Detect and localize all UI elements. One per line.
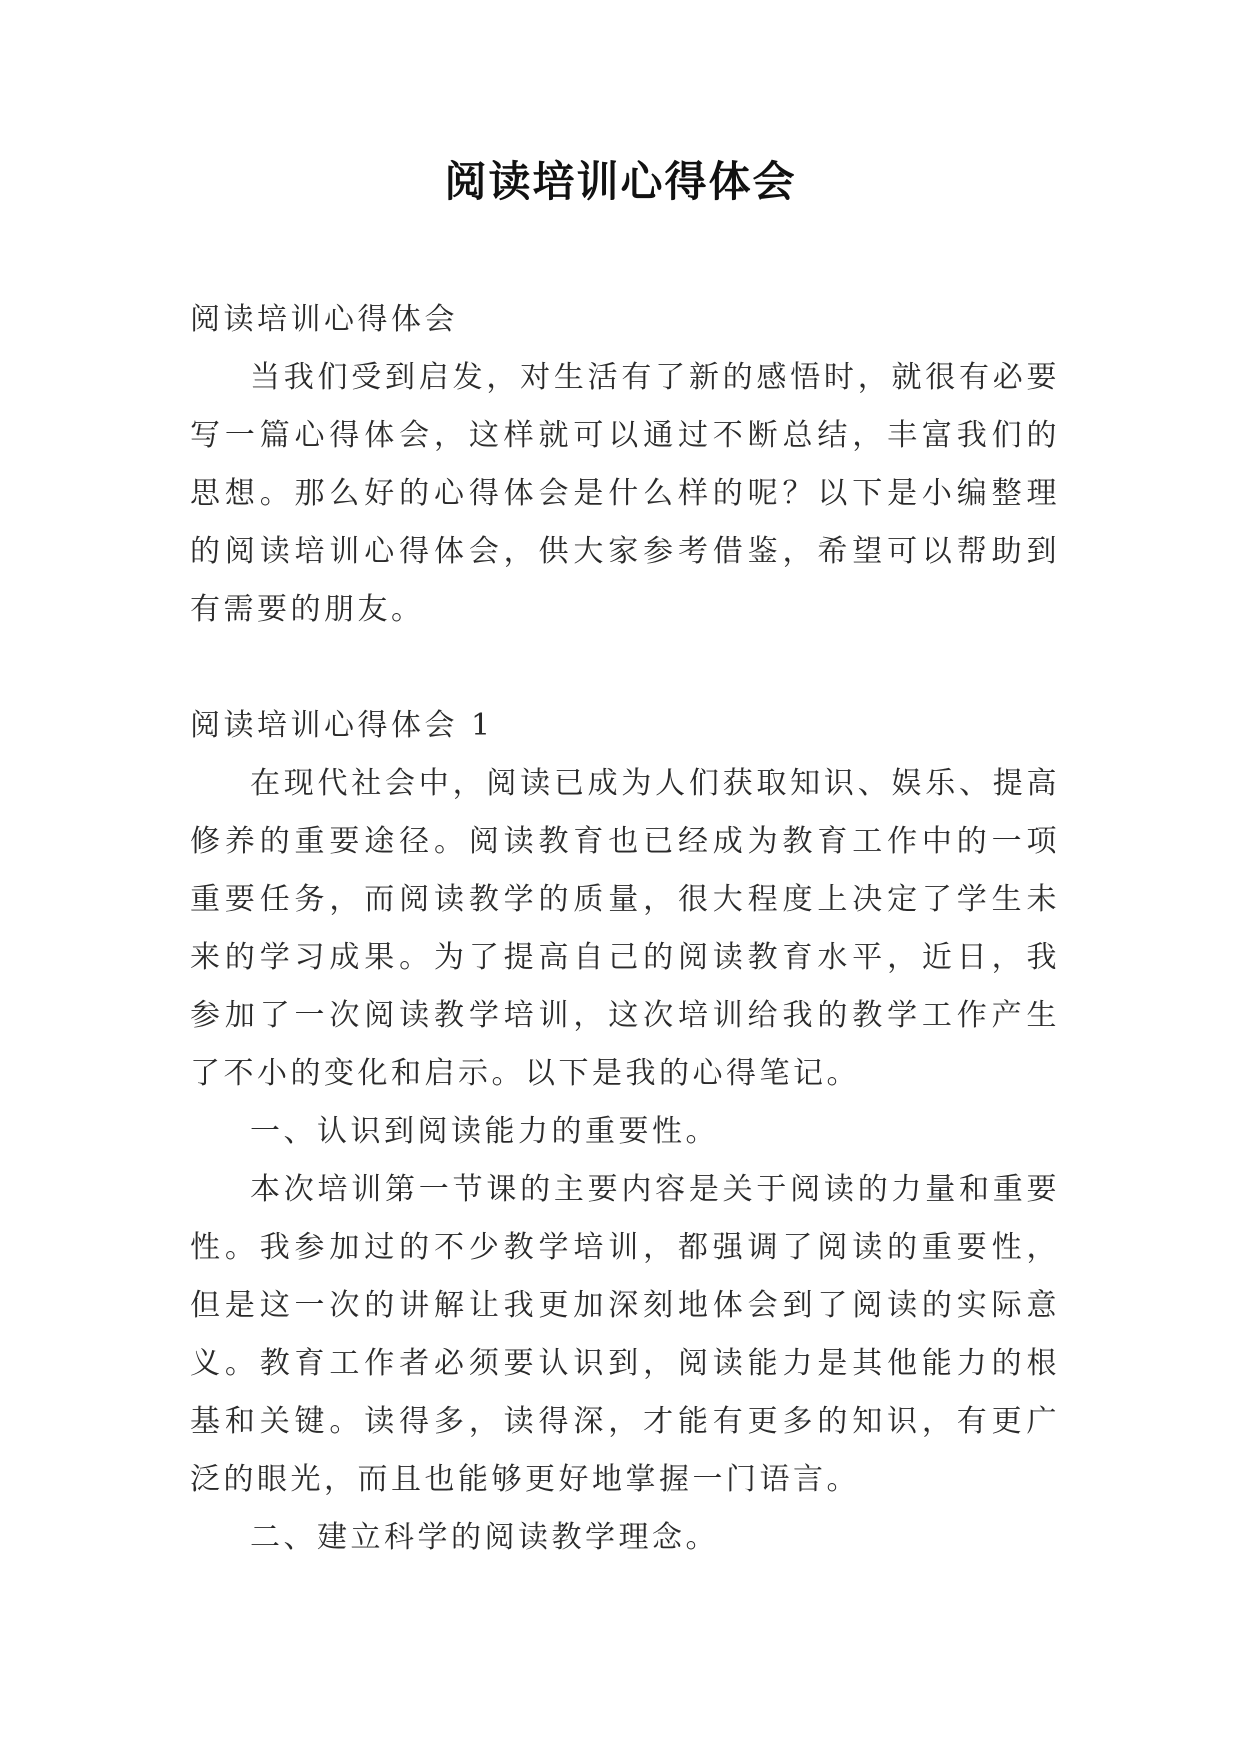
- paragraph-2: 本次培训第一节课的主要内容是关于阅读的力量和重要性。我参加过的不少教学培训，都强调了阅读的重要性，但是这一次的讲解让我更加深刻地体会到了阅读的实际意义。教育工作者必须要认识到，阅读能力是其他能力的根基和关键。读得多，读得深，才能有更多的知识，有更广泛的眼光，而且也能够更好地掌握一门语言。: [190, 1172, 1060, 1497]
- section-heading-intro: 阅读培训心得体会: [190, 302, 458, 337]
- subheading-2: 二、建立科学的阅读教学理念。: [250, 1520, 719, 1555]
- document-title: 阅读培训心得体会: [444, 157, 797, 206]
- subheading-1: 一、认识到阅读能力的重要性。: [250, 1114, 719, 1149]
- document-body: [190, 291, 1060, 1567]
- paragraph-intro: 当我们受到启发，对生活有了新的感悟时，就很有必要写一篇心得体会，这样就可以通过不断总结，丰富我们的思想。那么好的心得体会是什么样的呢？以下是小编整理的阅读培训心得体会，供大家参考借鉴，希望可以帮助到有需要的朋友。: [190, 360, 1060, 627]
- section-heading-1: 阅读培训心得体会 1: [190, 708, 494, 743]
- paragraph-1: 在现代社会中，阅读已成为人们获取知识、娱乐、提高修养的重要途径。阅读教育也已经成为教育工作中的一项重要任务，而阅读教学的质量，很大程度上决定了学生未来的学习成果。为了提高自己的阅读教育水平，近日，我参加了一次阅读教学培训，这次培训给我的教学工作产生了不小的变化和启示。以下是我的心得笔记。: [190, 766, 1060, 1091]
